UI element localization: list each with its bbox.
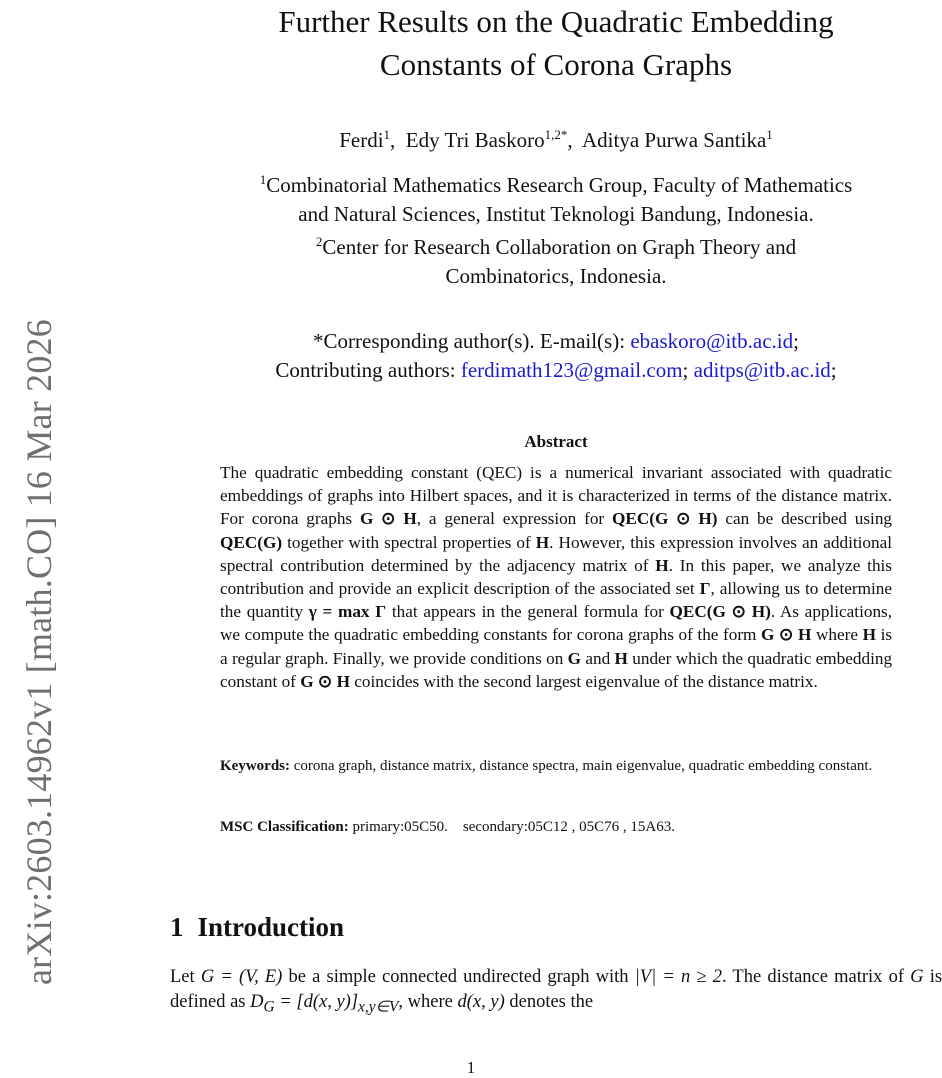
affiliation-2-line-2: Combinatorics, Indonesia. <box>445 263 667 288</box>
msc-classification <box>220 817 892 837</box>
affil-mark: 2 <box>315 234 323 249</box>
abstract-text: The quadratic embedding constant (QEC) is a numerical invariant associated with quadratic embeddings of graphs into Hilbert spaces, and it is characterized in terms of the distance matrix. For corona graphs G ⊙ H, a general expression for QEC(G ⊙ H) can be described using QEC(G) together with spectral properties of H. However, this expression involves an additional spectral contribution determined by the adjacency matrix of H. In this paper, we analyze this contribution and provide an explicit description of the associated set Γ, allowing us to determine the quantity γ = max Γ that appears in the general formula for QEC(G ⊙ H). As applications, we compute the quadratic embedding constants for corona graphs of the form G ⊙ H where H is a regular graph. Finally, we provide conditions on G and H under which the quadratic embedding constant of G ⊙ H coincides with the second largest eigenvalue of the distance matrix. <box>220 463 893 691</box>
contributing-email-link-2[interactable]: aditps@itb.ac.id <box>693 357 831 382</box>
corresponding-line <box>170 327 942 356</box>
corresponding-email-link[interactable]: ebaskoro@itb.ac.id <box>630 329 794 353</box>
author-name: Aditya Purwa Santika <box>581 128 767 152</box>
msc-text: primary:05C50. secondary:05C12 , 05C76 , 15A63. <box>352 819 675 835</box>
contact-info <box>170 327 942 384</box>
separator: ; <box>682 357 689 382</box>
paper-title <box>170 0 942 86</box>
section-heading <box>170 912 344 943</box>
author-name: Ferdi <box>339 128 384 152</box>
author-affil-mark: 1 <box>383 127 391 142</box>
keywords-text: corona graph, distance matrix, distance spectra, main eigenvalue, quadratic embedding constant. <box>293 758 873 774</box>
contributing-label: Contributing authors: <box>275 357 456 382</box>
arxiv-identifier: arXiv:2603.14962v1 [math.CO] 16 Mar 2026 <box>19 319 59 985</box>
introduction-paragraph: Let G = (V, E) be a simple connected undirected graph with |V| = n ≥ 2. The distance matrix of G is defined as $D_G = [d(x$, $y)]_{x,y\in V}$, where d(x, y) denotes the <box>170 967 942 1016</box>
affiliation-1-line-2: and Natural Sciences, Institut Teknologi Bandung, Indonesia. <box>298 201 814 226</box>
affil-mark: 1 <box>259 172 267 187</box>
keywords <box>220 756 892 776</box>
contributing-email-link-1[interactable]: ferdimath123@gmail.com <box>460 357 683 382</box>
keywords-label: Keywords: <box>220 758 290 774</box>
separator: ; <box>830 357 837 382</box>
contributing-line <box>170 356 942 385</box>
author-affil-mark: 1 <box>766 127 773 142</box>
author-list: Ferdi$^1$, Edy Tri Baskoro$^{1,2*}$, Aditya Purwa Santika$^1$ <box>339 127 773 152</box>
affiliation-1-line-1 <box>170 166 942 200</box>
affil-text: Combinatorial Mathematics Research Group, Faculty of Mathematics <box>266 173 853 197</box>
author-name: Edy Tri Baskoro <box>405 128 545 152</box>
affiliations <box>170 166 942 290</box>
section-number: 1 <box>170 912 184 942</box>
msc-label: MSC Classification: <box>220 819 349 835</box>
abstract-heading: Abstract <box>524 432 588 451</box>
author-affil-mark: 1,2* <box>544 127 568 142</box>
title-line-2: Constants of Corona Graphs <box>379 47 733 82</box>
affil-text: Center for Research Collaboration on Graph Theory and <box>322 235 797 259</box>
section-title: Introduction <box>197 912 345 942</box>
separator: ; <box>793 329 799 353</box>
corresponding-label: *Corresponding author(s). E-mail(s): <box>313 329 626 353</box>
title-line-1: Further Results on the Quadratic Embedding <box>278 4 834 39</box>
affiliation-2-line-1 <box>170 228 942 262</box>
page-number: 1 <box>466 1058 476 1077</box>
